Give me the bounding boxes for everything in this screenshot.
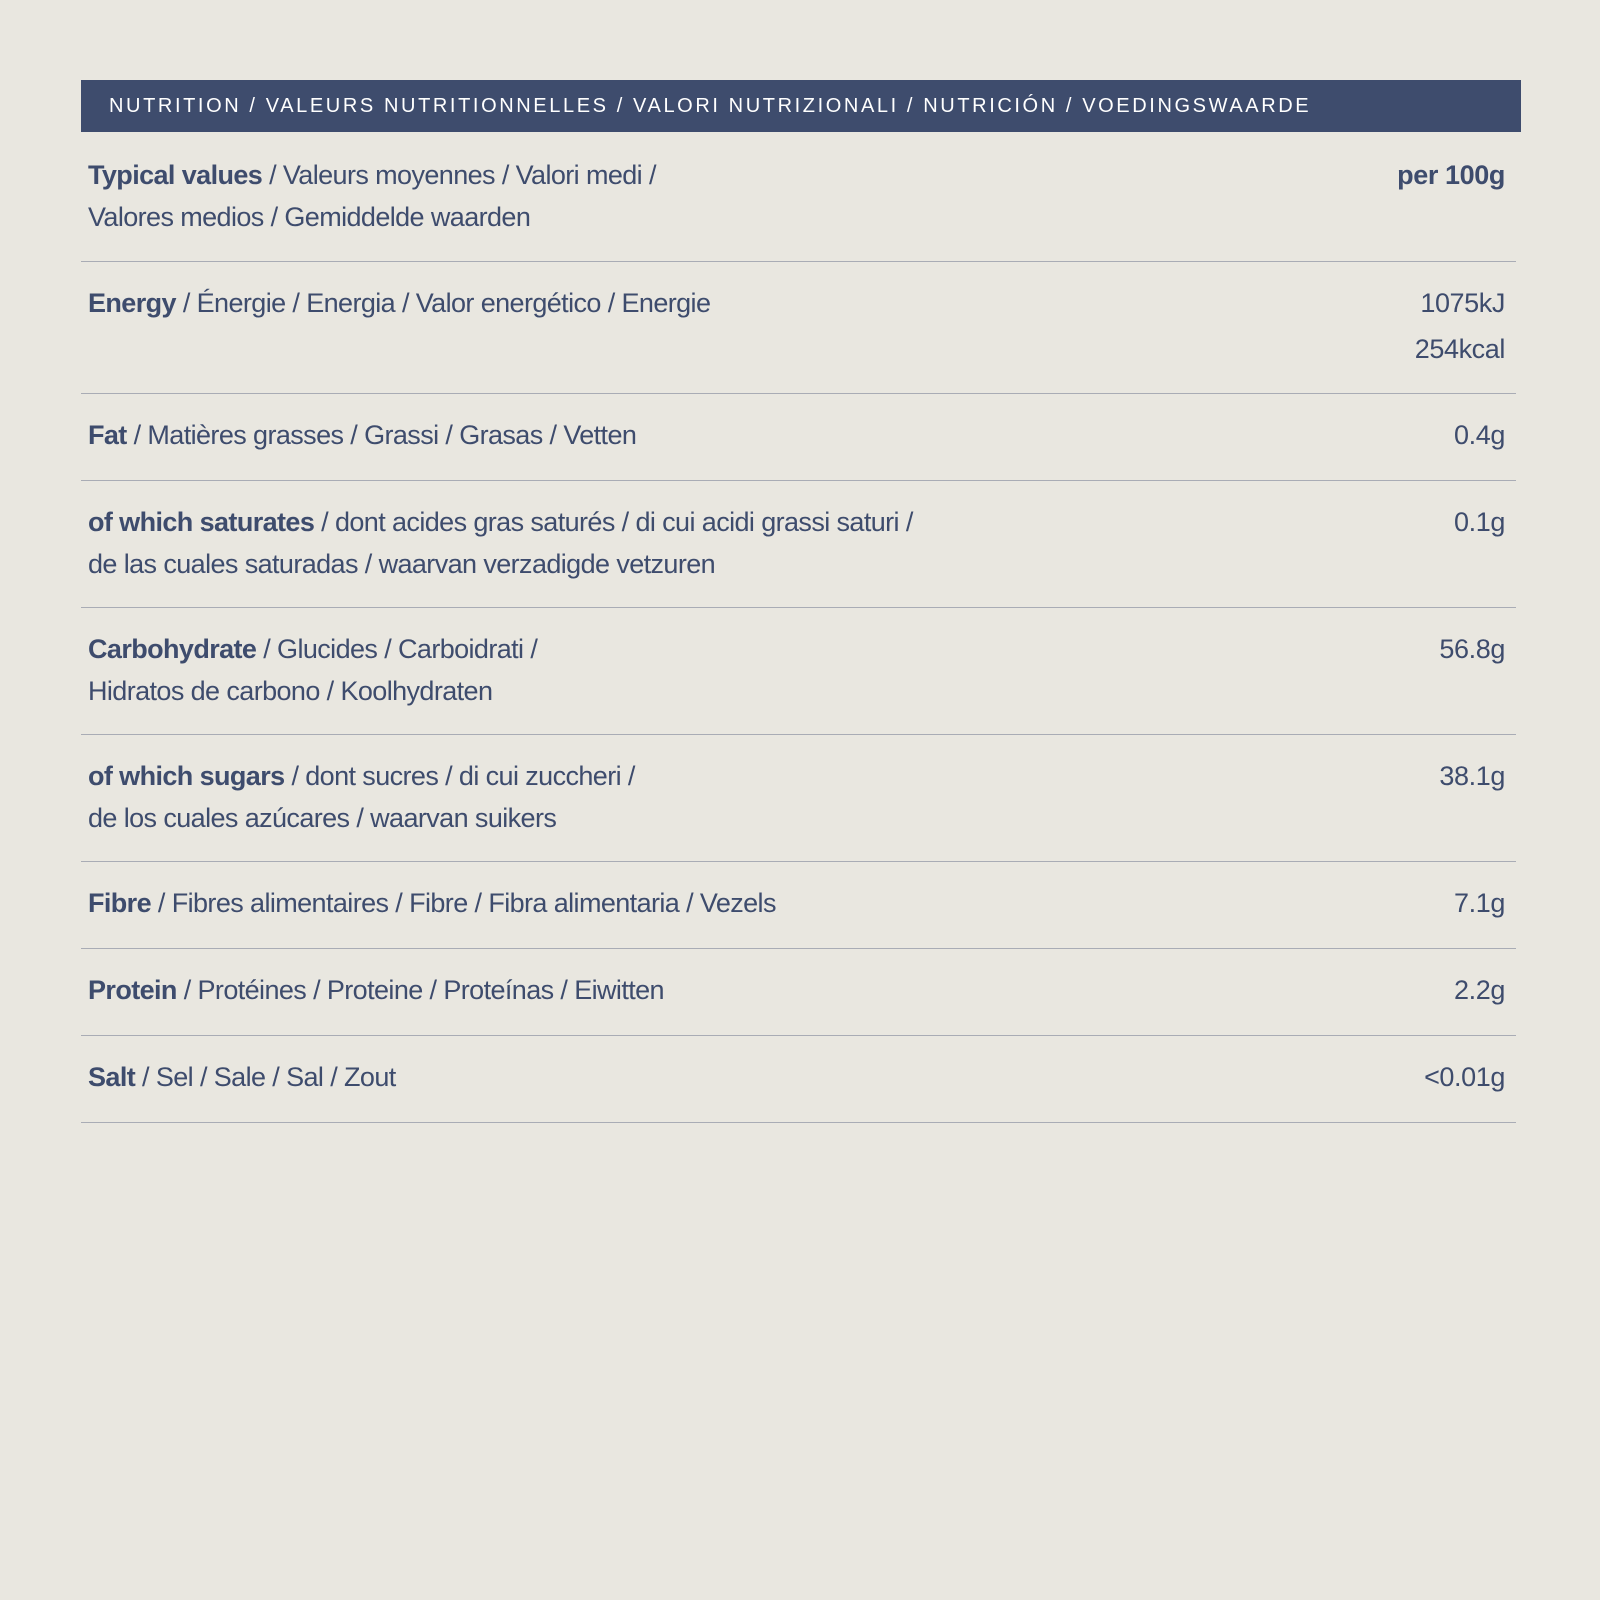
nutrient-label	[88, 501, 1454, 585]
nutrient-label	[88, 282, 1415, 324]
nutrient-row-sugars	[81, 735, 1516, 862]
label-line	[88, 414, 1454, 456]
nutrition-header-title: NUTRITION / VALEURS NUTRITIONNELLES / VALORI NUTRIZIONALI / NUTRICIÓN / VOEDINGSWAARDE	[109, 94, 1312, 117]
label-bold: Typical values	[88, 160, 263, 190]
label-rest: / dont sucres / di cui zuccheri /	[284, 761, 635, 791]
label-line	[88, 882, 1454, 924]
nutrient-value: 2.2g	[1454, 975, 1505, 1005]
table-header-label	[88, 154, 1397, 238]
label-line	[88, 969, 1454, 1011]
label-bold: Protein	[88, 975, 177, 1005]
nutrient-row-fibre	[81, 862, 1516, 949]
nutrient-value: 56.8g	[1439, 634, 1505, 664]
nutrient-label	[88, 882, 1454, 924]
label-rest: / dont acides gras saturés / di cui acidi grassi saturi /	[314, 507, 913, 537]
label-rest: / Énergie / Energia / Valor energético / Energie	[175, 288, 711, 318]
nutrient-row-salt	[81, 1036, 1516, 1123]
nutrition-header-bar	[81, 80, 1521, 132]
label-line	[88, 501, 1454, 543]
label-rest: / Protéines / Proteine / Proteínas / Eiwitten	[176, 975, 664, 1005]
nutrient-row-fat	[81, 394, 1516, 481]
label-rest: / Valeurs moyennes / Valori medi /	[262, 160, 656, 190]
nutrient-value: 38.1g	[1439, 761, 1505, 791]
nutrition-table	[81, 132, 1516, 1123]
label-line	[88, 755, 1439, 797]
label-line	[88, 282, 1415, 324]
table-header-row	[81, 132, 1516, 262]
nutrient-label	[88, 414, 1454, 456]
nutrient-row-carbohydrate	[81, 608, 1516, 735]
label-bold: Energy	[88, 288, 176, 318]
label-bold: of which saturates	[88, 507, 315, 537]
label-rest: / Matières grasses / Grassi / Grasas / Vetten	[126, 420, 637, 450]
label-bold: Salt	[88, 1062, 136, 1092]
nutrient-value: <0.01g	[1424, 1062, 1505, 1092]
nutrient-value	[1415, 282, 1505, 370]
label-rest: / Glucides / Carboidrati /	[256, 634, 538, 664]
label-rest: / Fibres alimentaires / Fibre / Fibra alimentaria / Vezels	[151, 888, 776, 918]
value-kj: 1075kJ	[1420, 288, 1505, 318]
label-line: Valores medios / Gemiddelde waarden	[88, 202, 531, 232]
label-line: de los cuales azúcares / waarvan suikers	[88, 803, 557, 833]
nutrient-value: 7.1g	[1454, 888, 1505, 918]
nutrient-label	[88, 969, 1454, 1011]
nutrient-label	[88, 628, 1439, 712]
nutrient-value: 0.4g	[1454, 420, 1505, 450]
label-bold: Fat	[88, 420, 127, 450]
label-bold: of which sugars	[88, 761, 285, 791]
table-header-value: per 100g	[1397, 160, 1505, 190]
nutrient-value: 0.1g	[1454, 507, 1505, 537]
nutrition-panel	[81, 80, 1521, 1123]
nutrient-label	[88, 1056, 1424, 1098]
nutrient-row-saturates	[81, 481, 1516, 608]
nutrient-row-protein	[81, 949, 1516, 1036]
label-line: de las cuales saturadas / waarvan verzadigde vetzuren	[88, 549, 716, 579]
label-line	[88, 1056, 1424, 1098]
nutrient-row-energy	[81, 262, 1516, 394]
label-line	[88, 628, 1439, 670]
label-bold: Carbohydrate	[88, 634, 257, 664]
nutrient-label	[88, 755, 1439, 839]
label-line	[88, 154, 1397, 196]
value-kcal: 254kcal	[1414, 334, 1505, 364]
label-bold: Fibre	[88, 888, 152, 918]
label-line: Hidratos de carbono / Koolhydraten	[88, 676, 493, 706]
label-rest: / Sel / Sale / Sal / Zout	[135, 1062, 396, 1092]
